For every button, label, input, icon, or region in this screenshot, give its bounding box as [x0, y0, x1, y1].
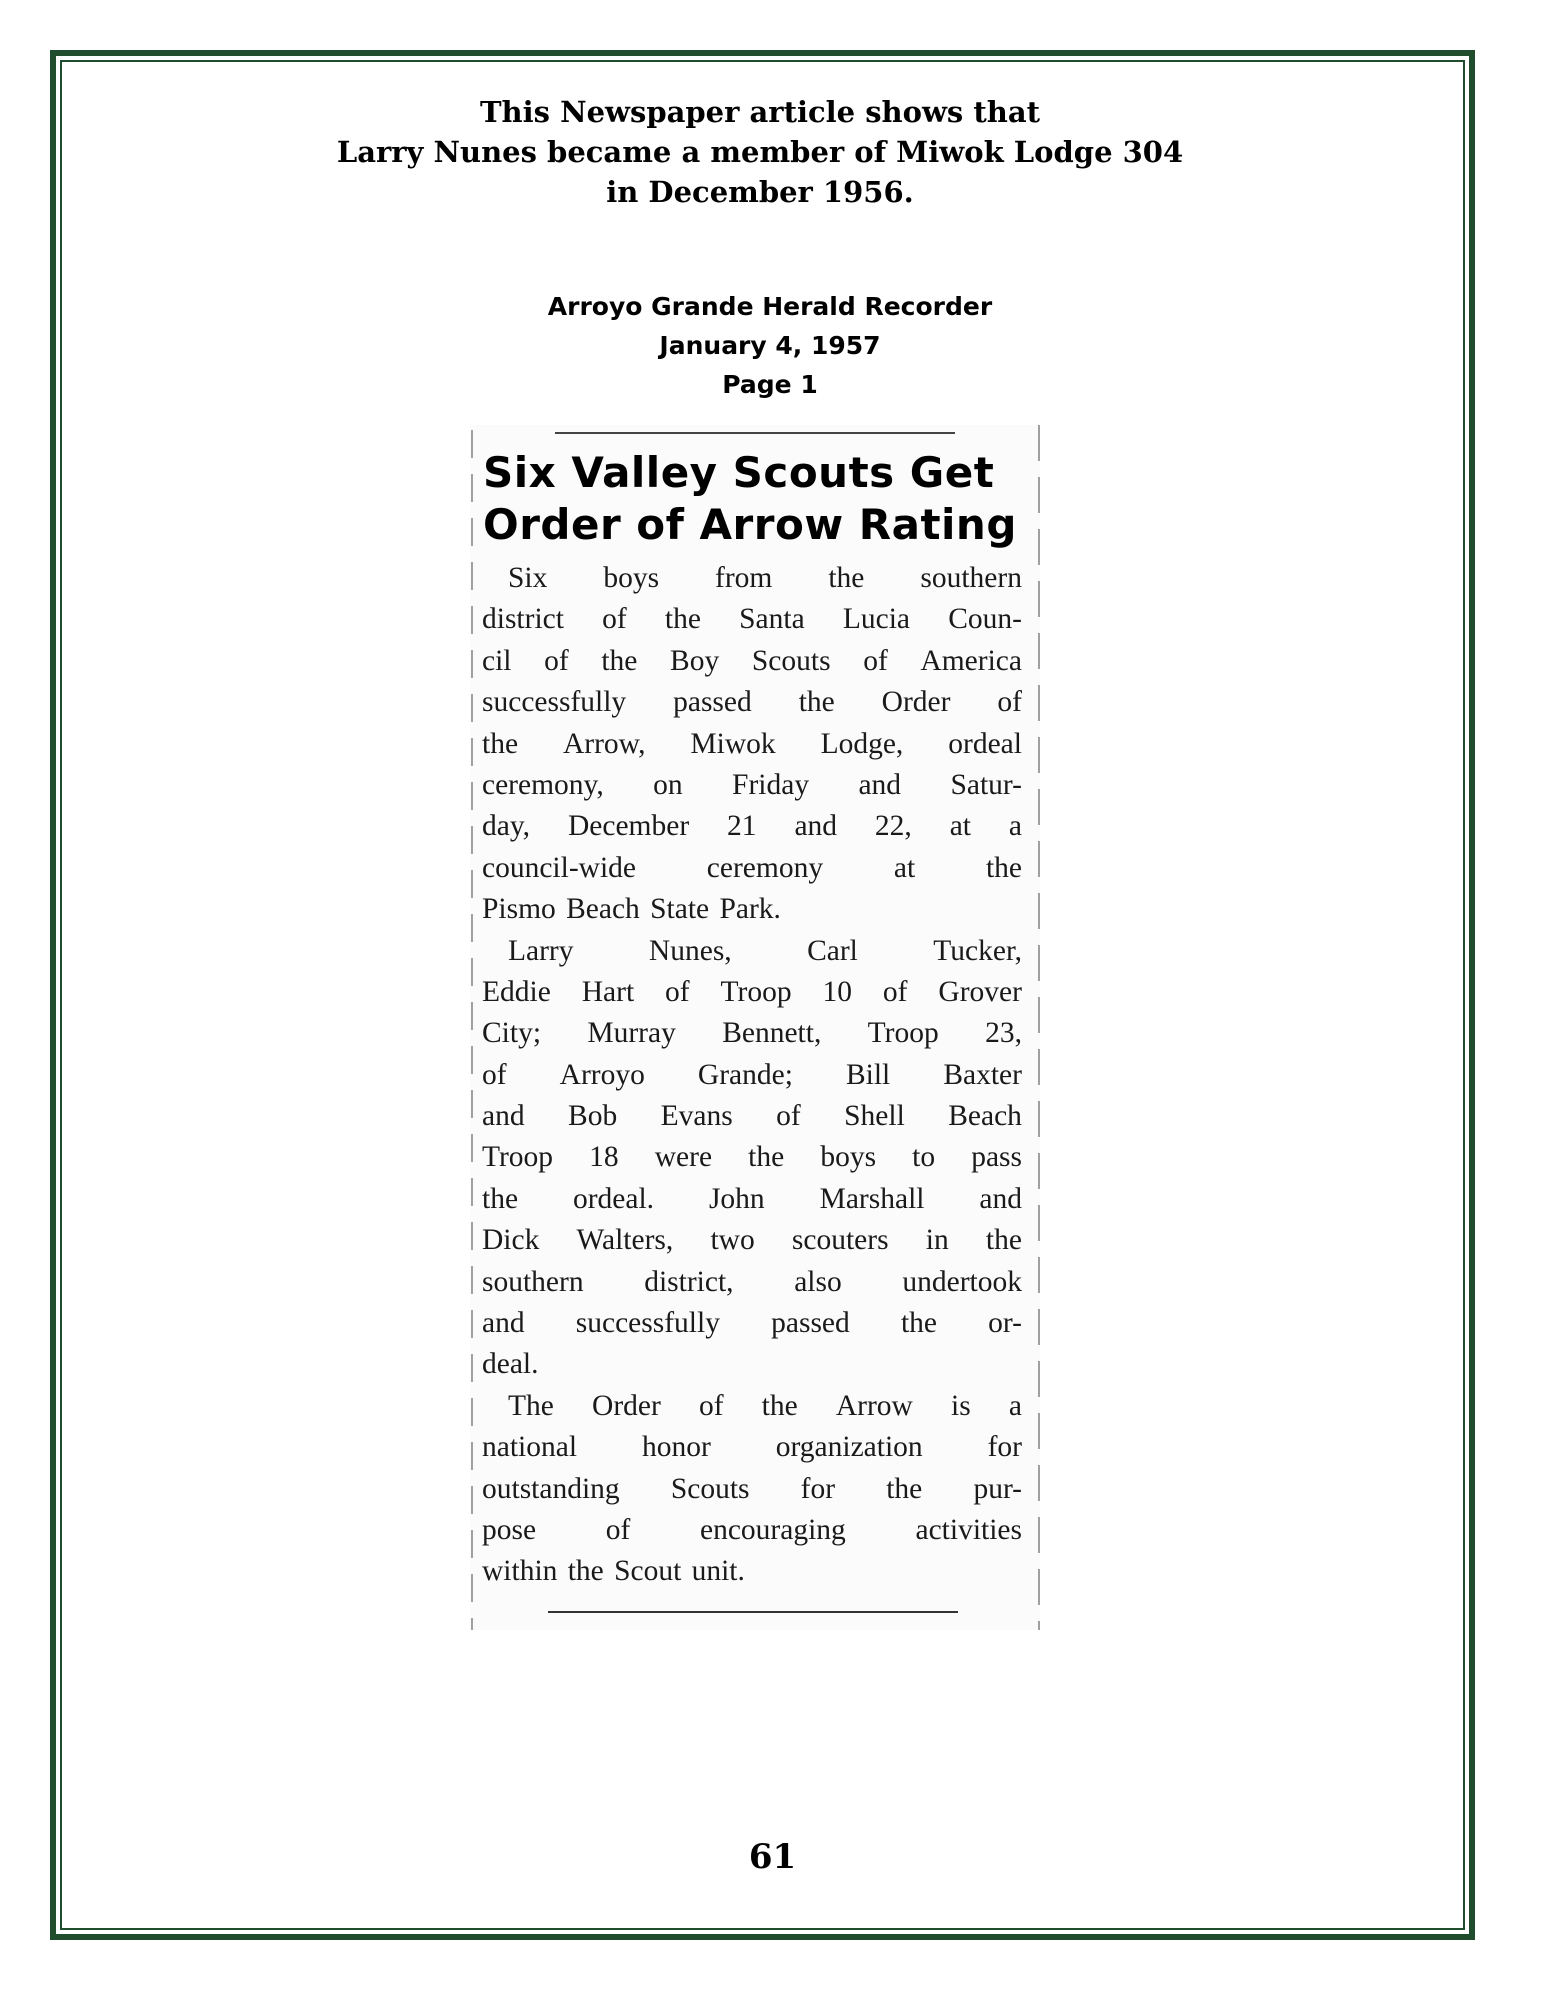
article-line: of Arroyo Grande; Bill Baxter — [482, 1058, 1022, 1091]
article-line: Pismo Beach State Park. — [482, 893, 781, 926]
clipping-left-edge — [471, 430, 473, 1630]
article-line: and successfully passed the or- — [482, 1307, 1022, 1340]
intro-line-3: in December 1956. — [606, 175, 914, 209]
article-line: day, December 21 and 22, at a — [482, 810, 1022, 843]
article-line: within the Scout unit. — [482, 1555, 745, 1588]
intro-line-2: Larry Nunes became a member of Miwok Lodge 304 — [336, 135, 1184, 169]
source-citation — [450, 287, 1090, 404]
source-publication: Arroyo Grande Herald Recorder — [547, 292, 993, 321]
article-line: southern district, also undertook — [482, 1265, 1022, 1298]
source-date: January 4, 1957 — [659, 331, 881, 360]
article-line: cil of the Boy Scouts of America — [482, 644, 1022, 677]
article-line: pose of encouraging activities — [482, 1513, 1022, 1546]
article-body — [482, 558, 1022, 1593]
source-page: Page 1 — [722, 370, 818, 399]
headline-line-1: Six Valley Scouts Get — [483, 448, 995, 497]
article-line: City; Murray Bennett, Troop 23, — [482, 1017, 1022, 1050]
article-line: Larry Nunes, Carl Tucker, — [508, 934, 1022, 967]
clipping-bottom-rule — [548, 1611, 958, 1613]
article-line: successfully passed the Order of — [482, 686, 1022, 719]
page-number: 61 — [748, 1837, 797, 1877]
article-line: Troop 18 were the boys to pass — [482, 1141, 1022, 1174]
clipping-right-edge — [1038, 425, 1040, 1630]
headline-line-2: Order of Arrow Rating — [483, 500, 1017, 549]
intro-line-1: This Newspaper article shows that — [479, 95, 1041, 129]
article-line: outstanding Scouts for the pur- — [482, 1472, 1022, 1505]
article-line: and Bob Evans of Shell Beach — [482, 1100, 1022, 1133]
article-headline — [483, 447, 1043, 551]
clipping-top-rule — [555, 432, 955, 434]
article-line: deal. — [482, 1348, 539, 1381]
article-line: council-wide ceremony at the — [482, 851, 1022, 884]
article-line: Eddie Hart of Troop 10 of Grover — [482, 975, 1022, 1008]
article-line: ceremony, on Friday and Satur- — [482, 768, 1022, 801]
article-line: national honor organization for — [482, 1431, 1022, 1464]
article-line: Dick Walters, two scouters in the — [482, 1224, 1022, 1257]
article-line: Six boys from the southern — [508, 562, 1022, 594]
article-line: district of the Santa Lucia Coun- — [482, 603, 1022, 636]
article-line: the Arrow, Miwok Lodge, ordeal — [482, 727, 1022, 760]
intro-caption — [200, 92, 1320, 212]
article-line: The Order of the Arrow is a — [508, 1389, 1022, 1422]
article-line: the ordeal. John Marshall and — [482, 1182, 1022, 1215]
